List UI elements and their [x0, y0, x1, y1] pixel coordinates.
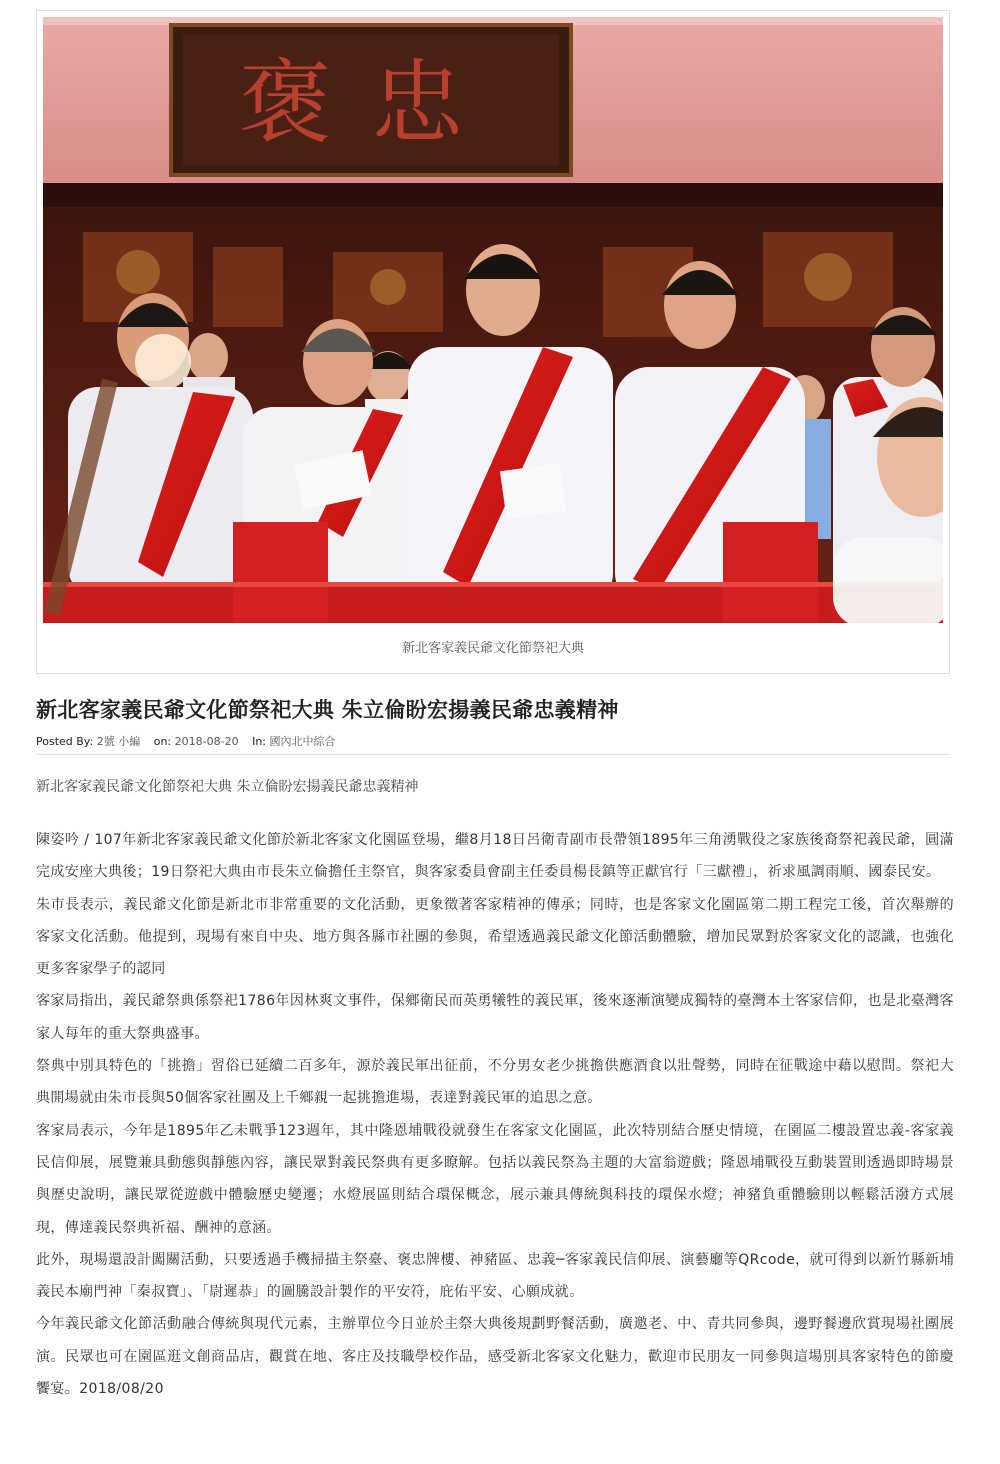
- date-label: on:: [153, 735, 172, 748]
- plaque-text: 褒忠: [238, 50, 504, 157]
- post-meta: [36, 733, 346, 749]
- category-link[interactable]: 國內北中綜合: [269, 735, 336, 748]
- body-paragraph: 今年義民爺文化節活動融合傳統與現代元素，主辦單位今日並於主祭大典後規劃野餐活動，廣邀老、中、青共同參與，邊野餐邊欣賞現場社團展演。民眾也可在園區逛文創商品店，觀賞在地、客庄及技職學校作品，感受新北客家文化魅力，歡迎市民朋友一同參與這場別具客家特色的節慶饗宴。2018/08/20: [36, 1316, 954, 1398]
- ceremony-photo: [43, 17, 943, 623]
- author-link[interactable]: 2號 小編: [96, 735, 141, 748]
- body-paragraph: 祭典中別具特色的「挑擔」習俗已延續二百多年，源於義民軍出征前，不分男女老少挑擔供應酒食以壯聲勢，同時在征戰途中藉以慰問。祭祀大典開場就由朱市長與50個客家社團及上千鄉親一起挑擔進場，表達對義民軍的追思之意。: [36, 1058, 954, 1107]
- post-date: 2018-08-20: [174, 735, 239, 748]
- photo-figure: [36, 10, 950, 674]
- category-label: In:: [252, 735, 267, 748]
- body-paragraph: 陳姿吟 / 107年新北客家義民爺文化節於新北客家文化園區登場，繼8月18日呂衛青副市長帶領1895年三角湧戰役之家族後裔祭祀義民爺，圓滿完成安座大典後；19日祭祀大典由市長朱立倫擔任主祭官，與客家委員會副主任委員楊長鎮等正獻官行「三獻禮」，祈求風調雨順、國泰民安。: [36, 832, 954, 881]
- meta-divider: [36, 754, 950, 755]
- body-paragraph: 客家局指出，義民爺祭典係祭祀1786年因林爽文事件，保鄉衛民而英勇犧牲的義民軍，後來逐漸演變成獨特的臺灣本土客家信仰，也是北臺灣客家人每年的重大祭典盛事。: [36, 993, 954, 1042]
- posted-by-label: Posted By:: [36, 735, 94, 748]
- article-lead: 新北客家義民爺文化節祭祀大典 朱立倫盼宏揚義民爺忠義精神: [36, 779, 419, 795]
- article-title: 新北客家義民爺文化節祭祀大典 朱立倫盼宏揚義民爺忠義精神: [36, 698, 619, 722]
- body-paragraph: 朱市長表示，義民爺文化節是新北市非常重要的文化活動，更象徵著客家精神的傳承；同時，也是客家文化園區第二期工程完工後，首次舉辦的客家文化活動。他提到，現場有來自中央、地方與各縣市社團的參與，希望透過義民爺文化節活動體驗，增加民眾對於客家文化的認識，也強化更多客家學子的認同: [36, 896, 954, 978]
- photo-caption: 新北客家義民爺文化節祭祀大典: [401, 641, 584, 656]
- body-paragraph: 此外，現場還設計闖關活動，只要透過手機掃描主祭臺、褒忠牌樓、神豬區、忠義─客家義民信仰展、演藝廳等QRcode，就可得到以新竹縣新埔義民本廟門神「秦叔寶」、「尉遲恭」的圖騰設計製作的平安符，庇佑平安、心願成就。: [36, 1251, 954, 1301]
- body-paragraph: 客家局表示，今年是1895年乙未戰爭123週年，其中隆恩埔戰役就發生在客家文化園區，此次特別結合歷史情境，在園區二樓設置忠義-客家義民信仰展，展覽兼具動態與靜態內容，讓民眾對義民祭典有更多瞭解。包括以義民祭為主題的大富翁遊戲；隆恩埔戰役互動裝置則透過即時場景與歷史說明，讓民眾從遊戲中體驗歷史變遷；水燈展區則結合環保概念，展示兼具傳統與科技的環保水燈；神豬負重體驗則以輕鬆活潑方式展現，傳達義民祭典祈福、酬神的意涵。: [36, 1122, 954, 1236]
- article-body: [36, 824, 954, 1405]
